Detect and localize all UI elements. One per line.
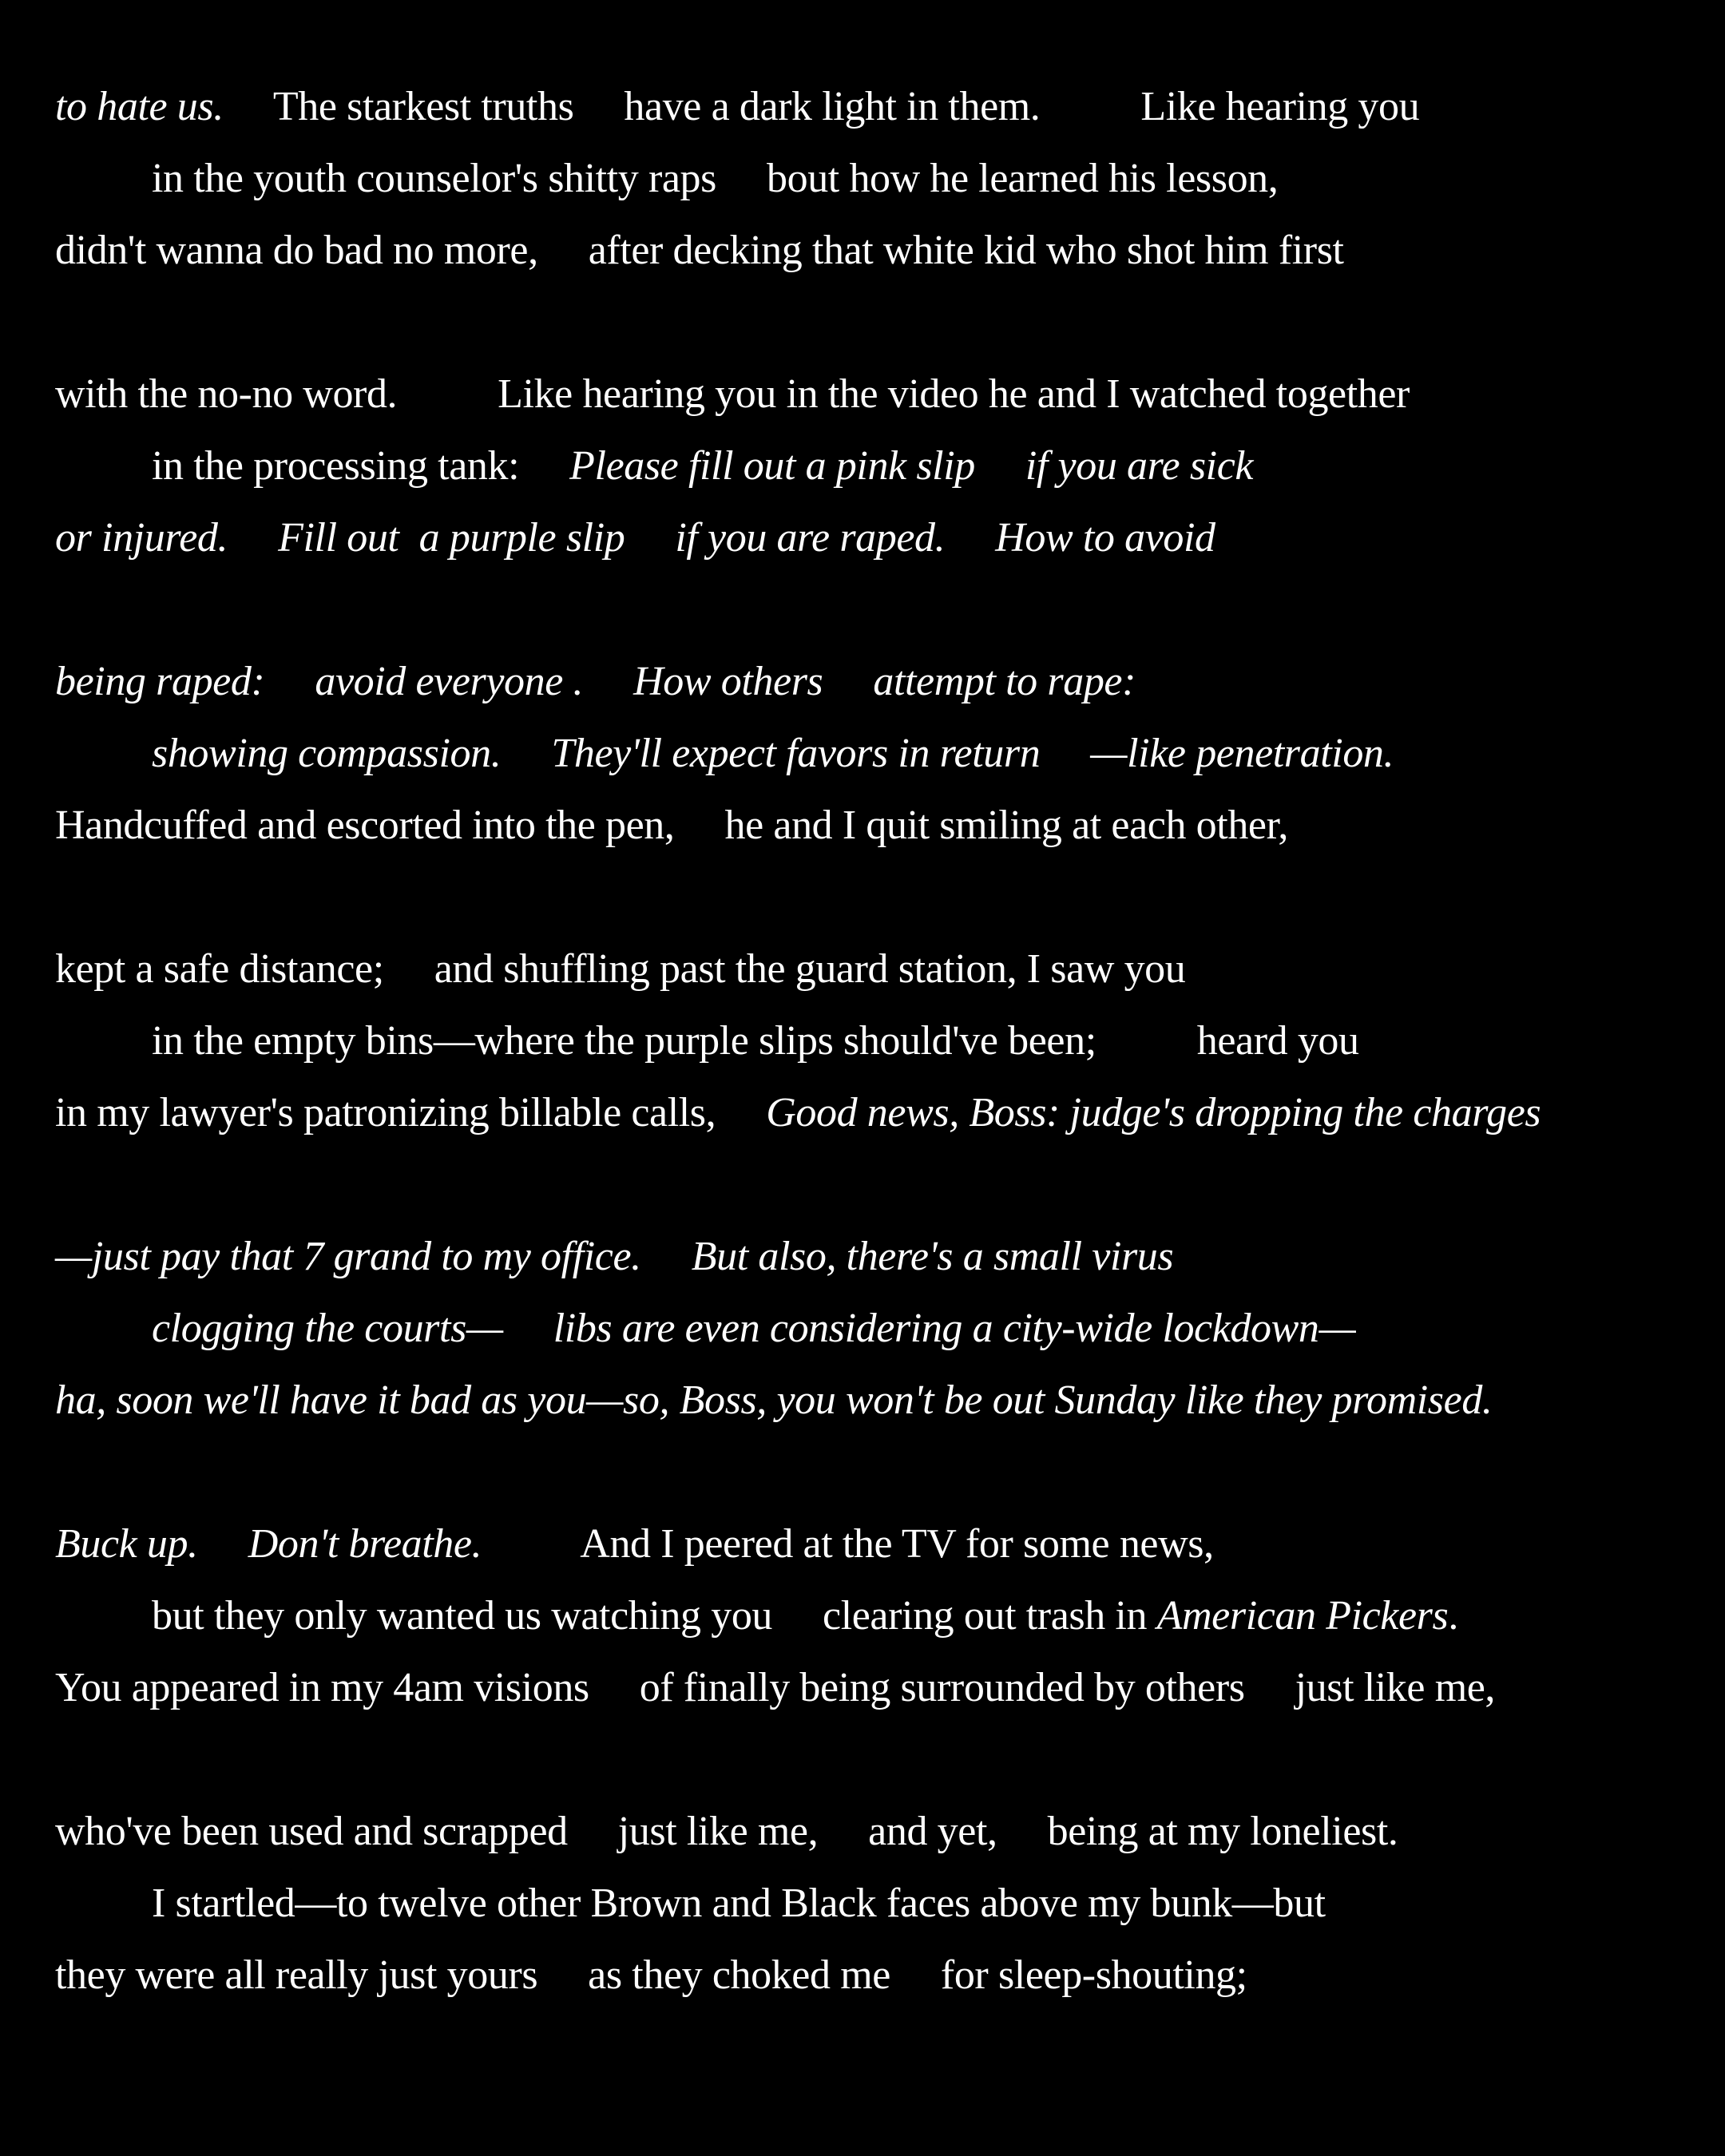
poem-line [55, 1377, 1493, 1423]
line-text: in the youth counselor's shitty raps bout how he learned his lesson, [152, 156, 1279, 201]
italic-text: showing compassion. They'll expect favors in return —like penetration. [152, 731, 1394, 776]
poem-line [55, 805, 1288, 846]
poem-line [152, 158, 1278, 200]
line-text: You appeared in my 4am visions of finally being surrounded by others just like me, [55, 1665, 1496, 1710]
line-text: they were all really just yours as they choked me for sleep-shouting; [55, 1952, 1247, 1998]
line-text: I startled—to twelve other Brown and Black faces above my bunk—but [152, 1881, 1326, 1926]
italic-text: to hate us. [55, 84, 224, 129]
poem-line [55, 946, 1186, 992]
poem-line [55, 1236, 1173, 1278]
poem-line [152, 1018, 1359, 1064]
line-text: with the no-no word. Like hearing you in the video he and I watched together [55, 371, 1410, 417]
italic-text: Buck up. Don't breathe. [55, 1521, 482, 1567]
line-text: kept a safe distance; and shuffling past the guard station, I saw you [55, 946, 1186, 992]
poem-line [55, 1667, 1495, 1709]
line-text: in the processing tank: [152, 443, 570, 489]
poem-line [55, 86, 1419, 128]
line-text: And I peered at the TV for some news, [482, 1521, 1214, 1567]
poem-line [55, 517, 1215, 559]
poem-line [152, 1308, 1355, 1349]
line-text: . [1448, 1593, 1458, 1639]
poem-line [55, 371, 1410, 417]
poem-line [152, 733, 1394, 775]
italic-text: Good news, Boss: judge's dropping the charges [766, 1090, 1541, 1135]
italic-text: Please fill out a pink slip if you are sick [569, 443, 1254, 489]
line-text: in my lawyer's patronizing billable calls, [55, 1090, 767, 1135]
poem-line [55, 1521, 1214, 1567]
line-text: who've been used and scrapped just like me, and yet, being at my loneliest. [55, 1809, 1398, 1854]
poem-line [55, 661, 1136, 703]
poem-line [55, 230, 1344, 271]
line-text: Handcuffed and escorted into the pen, he and I quit smiling at each other, [55, 803, 1289, 848]
italic-text: —just pay that 7 grand to my office. But also, there's a small virus [55, 1234, 1174, 1279]
poem-line [152, 1883, 1326, 1924]
poem-line [55, 1811, 1398, 1853]
line-text: in the empty bins—where the purple slips should've been; heard you [152, 1018, 1359, 1064]
poem-line [152, 443, 1254, 489]
italic-text: or injured. Fill out a purple slip if you are raped. How to avoid [55, 515, 1215, 561]
line-text: but they only wanted us watching you clearing out trash in [152, 1593, 1157, 1639]
poem-line [55, 1952, 1247, 1998]
italic-text: American Pickers [1156, 1593, 1449, 1639]
poem-line [55, 1092, 1541, 1134]
italic-text: being raped: avoid everyone . How others attempt to rape: [55, 659, 1136, 704]
line-text: didn't wanna do bad no more, after decking that white kid who shot him first [55, 228, 1344, 273]
italic-text: ha, soon we'll have it bad as you—so, Boss, you won't be out Sunday like they promised. [55, 1377, 1493, 1423]
italic-text: clogging the courts— libs are even considering a city-wide lockdown— [152, 1306, 1356, 1351]
poem-line [152, 1595, 1458, 1637]
line-text: The starkest truths have a dark light in them. Like hearing you [223, 84, 1420, 129]
